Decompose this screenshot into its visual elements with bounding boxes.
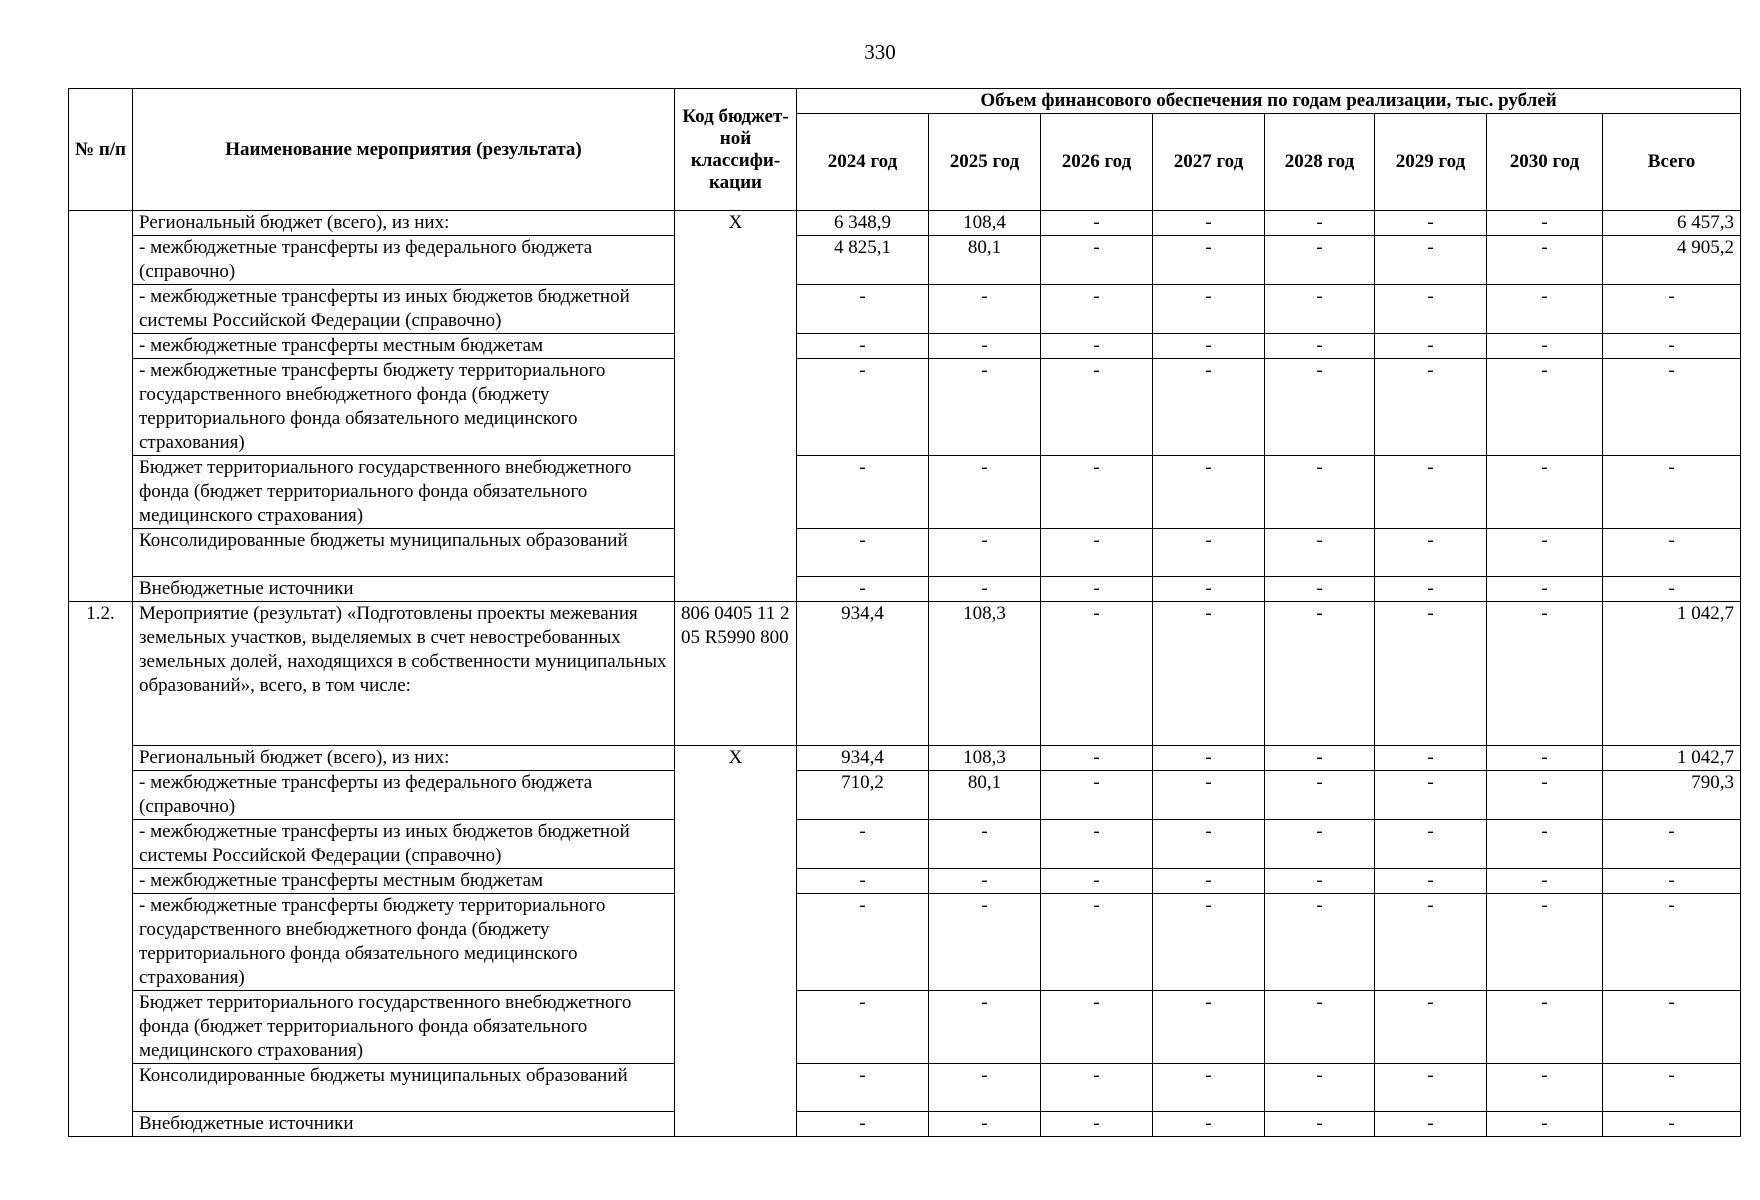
year-value: - bbox=[1375, 602, 1487, 746]
row-name: - межбюджетные трансферты из иных бюджетов бюджетной системы Российской Федерации (справочно) bbox=[133, 285, 675, 334]
year-value: - bbox=[1041, 746, 1153, 771]
year-value: - bbox=[1041, 211, 1153, 236]
row-name: - межбюджетные трансферты из федерального бюджета (справочно) bbox=[133, 771, 675, 820]
table-row bbox=[69, 1064, 1741, 1112]
year-value: 80,1 bbox=[929, 236, 1041, 285]
row-name: Бюджет территориального государственного внебюджетного фонда (бюджет территориального фонда обязательного медицинского страхования) bbox=[133, 991, 675, 1064]
total-value: 1 042,7 bbox=[1603, 746, 1741, 771]
table-header bbox=[69, 89, 1741, 211]
year-value: - bbox=[1153, 359, 1265, 456]
year-value: - bbox=[1375, 869, 1487, 894]
year-value: - bbox=[1487, 456, 1603, 529]
year-value: - bbox=[1153, 602, 1265, 746]
year-value: - bbox=[1375, 820, 1487, 869]
table-row bbox=[69, 211, 1741, 236]
row-name: Внебюджетные источники bbox=[133, 577, 675, 602]
year-value: - bbox=[1375, 991, 1487, 1064]
year-value: - bbox=[1487, 602, 1603, 746]
total-value: - bbox=[1603, 359, 1741, 456]
header-year: 2025 год bbox=[929, 114, 1041, 211]
total-value: - bbox=[1603, 820, 1741, 869]
year-value: - bbox=[1375, 771, 1487, 820]
year-value: - bbox=[929, 456, 1041, 529]
year-value: - bbox=[1041, 820, 1153, 869]
year-value: - bbox=[929, 869, 1041, 894]
header-year: 2029 год bbox=[1375, 114, 1487, 211]
year-value: 934,4 bbox=[797, 746, 929, 771]
total-value: 6 457,3 bbox=[1603, 211, 1741, 236]
year-value: - bbox=[1487, 820, 1603, 869]
year-value: - bbox=[1265, 577, 1375, 602]
year-value: - bbox=[1265, 529, 1375, 577]
total-value: - bbox=[1603, 285, 1741, 334]
table-row bbox=[69, 334, 1741, 359]
year-value: - bbox=[1041, 334, 1153, 359]
year-value: 108,4 bbox=[929, 211, 1041, 236]
year-value: - bbox=[929, 285, 1041, 334]
year-value: - bbox=[1153, 1064, 1265, 1112]
table-row bbox=[69, 236, 1741, 285]
year-value: - bbox=[1375, 236, 1487, 285]
header-total: Всего bbox=[1603, 114, 1741, 211]
year-value: - bbox=[1375, 746, 1487, 771]
year-value: - bbox=[797, 1112, 929, 1137]
year-value: - bbox=[797, 334, 929, 359]
year-value: - bbox=[1153, 285, 1265, 334]
row-name: - межбюджетные трансферты местным бюджетам bbox=[133, 869, 675, 894]
year-value: - bbox=[929, 820, 1041, 869]
year-value: - bbox=[1487, 1064, 1603, 1112]
total-value: - bbox=[1603, 991, 1741, 1064]
year-value: - bbox=[1487, 285, 1603, 334]
year-value: - bbox=[1041, 991, 1153, 1064]
year-value: - bbox=[1041, 529, 1153, 577]
year-value: - bbox=[1487, 991, 1603, 1064]
year-value: - bbox=[1265, 285, 1375, 334]
total-value: - bbox=[1603, 1064, 1741, 1112]
table-row bbox=[69, 577, 1741, 602]
table-row bbox=[69, 359, 1741, 456]
year-value: - bbox=[1041, 894, 1153, 991]
table-row bbox=[69, 869, 1741, 894]
year-value: - bbox=[1487, 236, 1603, 285]
year-value: - bbox=[1265, 211, 1375, 236]
year-value: - bbox=[1375, 529, 1487, 577]
year-value: - bbox=[1153, 577, 1265, 602]
year-value: - bbox=[1375, 285, 1487, 334]
total-value: 1 042,7 bbox=[1603, 602, 1741, 746]
budget-code: X bbox=[675, 211, 797, 602]
year-value: - bbox=[797, 577, 929, 602]
year-value: - bbox=[1153, 991, 1265, 1064]
year-value: - bbox=[1153, 894, 1265, 991]
year-value: - bbox=[1041, 1112, 1153, 1137]
year-value: - bbox=[1041, 359, 1153, 456]
header-year: 2028 год bbox=[1265, 114, 1375, 211]
table-row bbox=[69, 746, 1741, 771]
year-value: - bbox=[1041, 456, 1153, 529]
total-value: - bbox=[1603, 1112, 1741, 1137]
table-row bbox=[69, 529, 1741, 577]
year-value: - bbox=[1153, 869, 1265, 894]
year-value: - bbox=[1265, 894, 1375, 991]
row-name: - межбюджетные трансферты бюджету территориального государственного внебюджетного фонда (бюджету территориального фонда обязательного медицинского страхования) bbox=[133, 894, 675, 991]
table-row bbox=[69, 820, 1741, 869]
year-value: - bbox=[1487, 334, 1603, 359]
year-value: - bbox=[1265, 1112, 1375, 1137]
header-code: Код бюджет-ной классифи-кации bbox=[675, 89, 797, 211]
row-name: Бюджет территориального государственного внебюджетного фонда (бюджет территориального фонда обязательного медицинского страхования) bbox=[133, 456, 675, 529]
row-name: Региональный бюджет (всего), из них: bbox=[133, 211, 675, 236]
year-value: - bbox=[797, 869, 929, 894]
year-value: - bbox=[1041, 236, 1153, 285]
total-value: 790,3 bbox=[1603, 771, 1741, 820]
year-value: - bbox=[929, 1112, 1041, 1137]
row-name: Консолидированные бюджеты муниципальных образований bbox=[133, 1064, 675, 1112]
table-row bbox=[69, 285, 1741, 334]
year-value: - bbox=[1487, 1112, 1603, 1137]
year-value: - bbox=[1487, 771, 1603, 820]
budget-table bbox=[68, 88, 1741, 1137]
year-value: - bbox=[929, 334, 1041, 359]
year-value: - bbox=[1375, 577, 1487, 602]
year-value: - bbox=[1041, 771, 1153, 820]
year-value: - bbox=[1041, 1064, 1153, 1112]
year-value: 4 825,1 bbox=[797, 236, 929, 285]
header-year: 2030 год bbox=[1487, 114, 1603, 211]
year-value: 710,2 bbox=[797, 771, 929, 820]
table-row-main bbox=[69, 602, 1741, 746]
year-value: - bbox=[1265, 1064, 1375, 1112]
total-value: 4 905,2 bbox=[1603, 236, 1741, 285]
year-value: - bbox=[929, 894, 1041, 991]
year-value: 108,3 bbox=[929, 602, 1041, 746]
table-row bbox=[69, 991, 1741, 1064]
year-value: - bbox=[1375, 359, 1487, 456]
year-value: - bbox=[797, 1064, 929, 1112]
year-value: - bbox=[1153, 771, 1265, 820]
year-value: - bbox=[1375, 211, 1487, 236]
budget-code: X bbox=[675, 746, 797, 1137]
year-value: - bbox=[1487, 894, 1603, 991]
year-value: - bbox=[1265, 869, 1375, 894]
table-row bbox=[69, 771, 1741, 820]
row-name: - межбюджетные трансферты бюджету территориального государственного внебюджетного фонда (бюджету территориального фонда обязательного медицинского страхования) bbox=[133, 359, 675, 456]
year-value: - bbox=[1265, 991, 1375, 1064]
page-number: 330 bbox=[864, 40, 896, 64]
year-value: - bbox=[1375, 894, 1487, 991]
year-value: - bbox=[1153, 529, 1265, 577]
total-value: - bbox=[1603, 577, 1741, 602]
year-value: - bbox=[1487, 211, 1603, 236]
year-value: - bbox=[1153, 211, 1265, 236]
year-value: - bbox=[797, 820, 929, 869]
row-name: Внебюджетные источники bbox=[133, 1112, 675, 1137]
year-value: - bbox=[1265, 820, 1375, 869]
table-row bbox=[69, 1112, 1741, 1137]
year-value: - bbox=[1375, 1112, 1487, 1137]
year-value: - bbox=[929, 991, 1041, 1064]
table-body bbox=[69, 211, 1741, 1137]
year-value: - bbox=[1375, 334, 1487, 359]
year-value: - bbox=[929, 577, 1041, 602]
year-value: - bbox=[797, 529, 929, 577]
header-num: № п/п bbox=[69, 89, 133, 211]
year-value: - bbox=[797, 285, 929, 334]
year-value: - bbox=[1487, 746, 1603, 771]
total-value: - bbox=[1603, 334, 1741, 359]
year-value: - bbox=[1153, 456, 1265, 529]
row-number: 1.2. bbox=[69, 602, 133, 1137]
year-value: - bbox=[1487, 869, 1603, 894]
year-value: - bbox=[1265, 334, 1375, 359]
year-value: - bbox=[1265, 456, 1375, 529]
row-name: Мероприятие (результат) «Подготовлены проекты межевания земельных участков, выделяемых в счет невостребованных земельных долей, находящихся в собственности муниципальных образований», всего, в том числе: bbox=[133, 602, 675, 746]
year-value: - bbox=[929, 529, 1041, 577]
year-value: - bbox=[1153, 746, 1265, 771]
header-year: 2024 год bbox=[797, 114, 929, 211]
year-value: - bbox=[1487, 359, 1603, 456]
header-year: 2026 год bbox=[1041, 114, 1153, 211]
header-year: 2027 год bbox=[1153, 114, 1265, 211]
budget-code: 806 0405 11 2 05 R5990 800 bbox=[675, 602, 797, 746]
year-value: - bbox=[797, 359, 929, 456]
year-value: - bbox=[1375, 1064, 1487, 1112]
row-name: - межбюджетные трансферты из федерального бюджета (справочно) bbox=[133, 236, 675, 285]
total-value: - bbox=[1603, 529, 1741, 577]
year-value: 934,4 bbox=[797, 602, 929, 746]
row-name: Региональный бюджет (всего), из них: bbox=[133, 746, 675, 771]
year-value: - bbox=[1265, 359, 1375, 456]
year-value: - bbox=[1265, 236, 1375, 285]
year-value: - bbox=[1375, 456, 1487, 529]
year-value: - bbox=[1041, 869, 1153, 894]
year-value: - bbox=[797, 456, 929, 529]
row-name: Консолидированные бюджеты муниципальных образований bbox=[133, 529, 675, 577]
row-number bbox=[69, 211, 133, 602]
year-value: - bbox=[929, 1064, 1041, 1112]
year-value: - bbox=[797, 991, 929, 1064]
table-row bbox=[69, 456, 1741, 529]
year-value: - bbox=[1153, 236, 1265, 285]
total-value: - bbox=[1603, 869, 1741, 894]
year-value: - bbox=[929, 359, 1041, 456]
year-value: - bbox=[1153, 334, 1265, 359]
year-value: - bbox=[1265, 771, 1375, 820]
year-value: - bbox=[1265, 602, 1375, 746]
year-value: 108,3 bbox=[929, 746, 1041, 771]
header-name: Наименование мероприятия (результата) bbox=[133, 89, 675, 211]
table-row bbox=[69, 894, 1741, 991]
year-value: - bbox=[1041, 577, 1153, 602]
year-value: - bbox=[1153, 1112, 1265, 1137]
year-value: - bbox=[1153, 820, 1265, 869]
year-value: - bbox=[1041, 285, 1153, 334]
total-value: - bbox=[1603, 456, 1741, 529]
year-value: - bbox=[1487, 529, 1603, 577]
year-value: - bbox=[1487, 577, 1603, 602]
year-value: 80,1 bbox=[929, 771, 1041, 820]
row-name: - межбюджетные трансферты местным бюджетам bbox=[133, 334, 675, 359]
year-value: - bbox=[1265, 746, 1375, 771]
year-value: - bbox=[1041, 602, 1153, 746]
total-value: - bbox=[1603, 894, 1741, 991]
year-value: 6 348,9 bbox=[797, 211, 929, 236]
year-value: - bbox=[797, 894, 929, 991]
header-volume: Объем финансового обеспечения по годам реализации, тыс. рублей bbox=[797, 89, 1741, 114]
row-name: - межбюджетные трансферты из иных бюджетов бюджетной системы Российской Федерации (справочно) bbox=[133, 820, 675, 869]
